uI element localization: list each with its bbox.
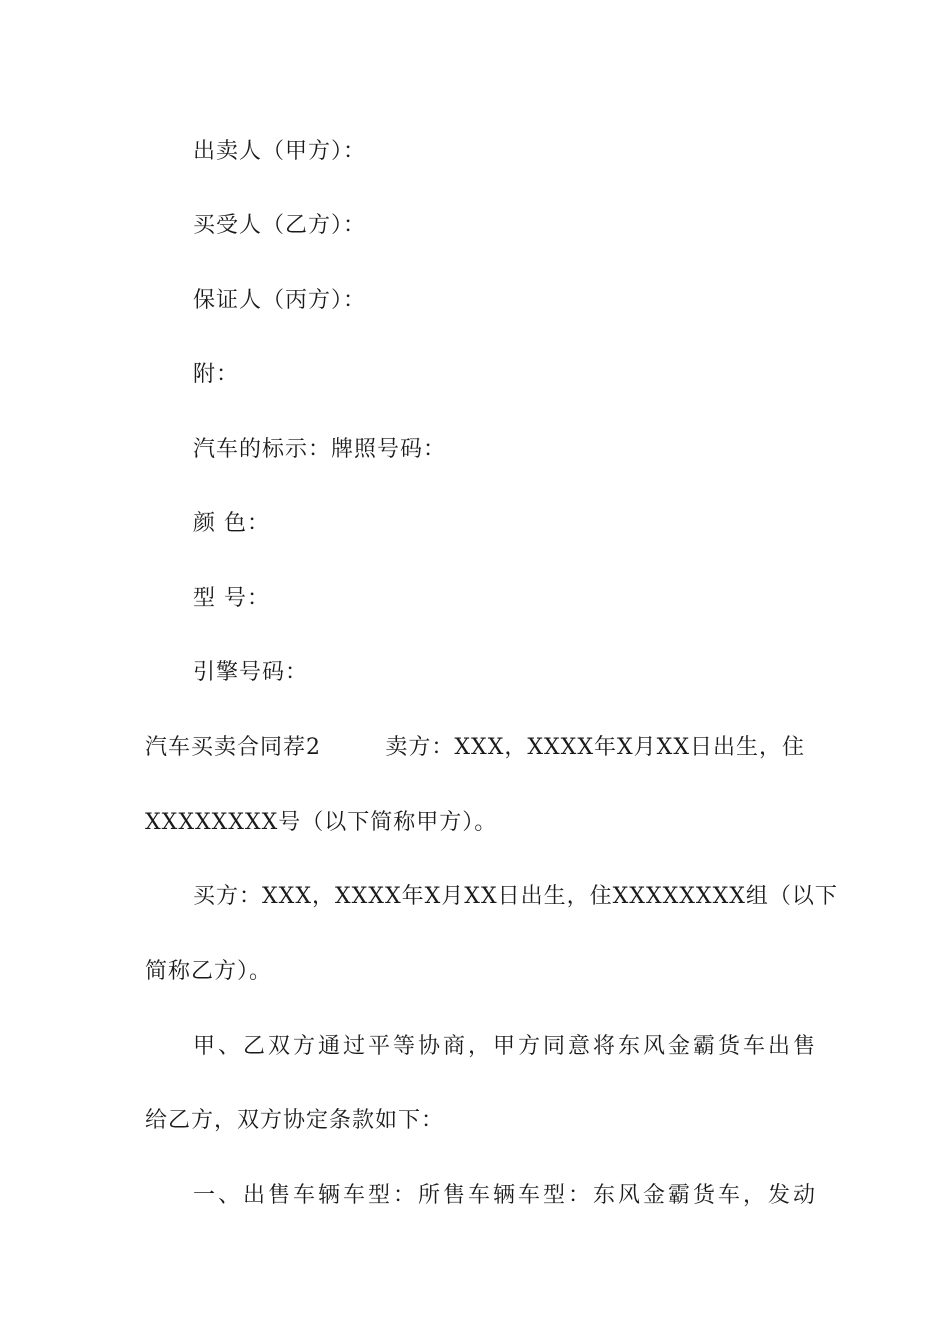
buyer-info-line-1: 买方：XXX，XXXX年X月XX日出生，住XXXXXXXX组（以下 <box>193 884 838 909</box>
seller-party-line: 出卖人（甲方）： <box>193 139 367 164</box>
engine-number-line: 引擎号码： <box>193 660 309 685</box>
buyer-info-line-2: 简称乙方）。 <box>145 959 273 984</box>
buyer-party-line: 买受人（乙方）： <box>193 213 367 238</box>
agreement-line-1: 甲、乙双方通过平等协商，甲方同意将东风金霸货车出售 <box>193 1034 819 1059</box>
contract2-heading-line <box>145 733 805 763</box>
contract2-seller-continuation: XXXXXXXX号（以下简称甲方）。 <box>145 810 498 835</box>
model-line: 型 号： <box>193 586 270 611</box>
color-line: 颜 色： <box>193 511 270 536</box>
vehicle-id-line: 汽车的标示：牌照号码： <box>193 437 447 462</box>
attachment-line: 附： <box>193 362 240 387</box>
guarantor-party-line: 保证人（丙方）： <box>193 288 367 313</box>
agreement-line-2: 给乙方，双方协定条款如下： <box>145 1108 445 1133</box>
clause1-line-1: 一、出售车辆车型：所售车辆车型：东风金霸货车，发动 <box>193 1183 819 1208</box>
contract2-title: 汽车买卖合同荐2 <box>145 735 321 760</box>
contract2-seller: 卖方：XXX，XXXX年X月XX日出生，住 <box>385 735 805 760</box>
